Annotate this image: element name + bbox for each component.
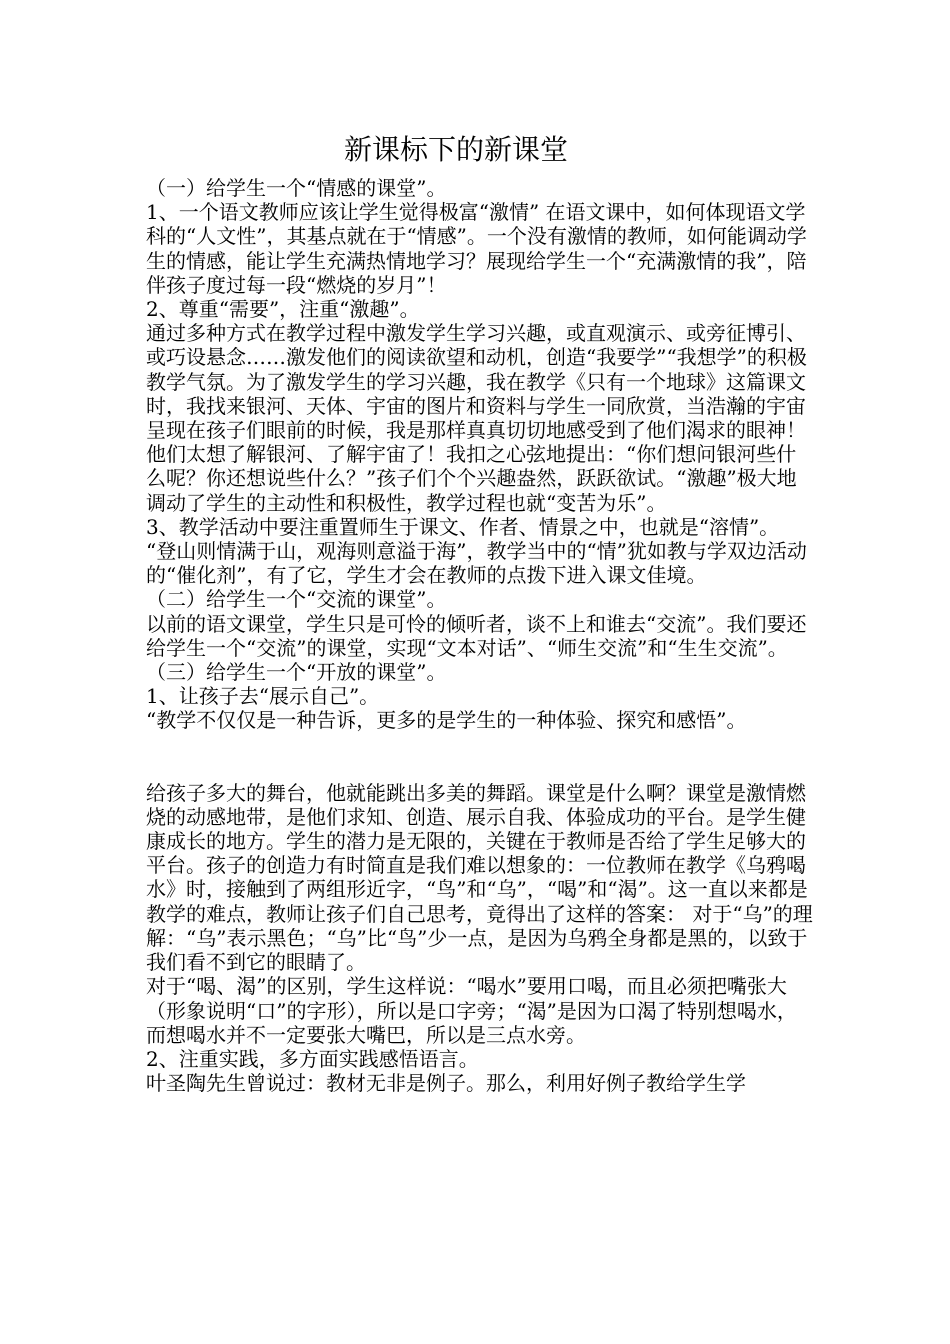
section-heading-1: （一）给学生一个“情感的课堂”。 xyxy=(146,176,447,200)
document-title: 新课标下的新课堂 xyxy=(343,133,568,166)
subheading: 2、注重实践，多方面实践感悟语言。 xyxy=(146,1046,479,1071)
subheading: 3、教学活动中要注重置师生于课文、作者、情景之中，也就是“溶情”。 xyxy=(146,514,780,539)
paragraph: 1、一个语文教师应该让学生觉得极富“激情” 在语文课中，如何体现语文学科的“人文性”，其基点就在于“情感”。一个没有激情的教师，如何能调动学生的情感，能让学生充满热情地学习？展现给学生一个“充满激情的我”，陪伴孩子度过每一段“燃烧的岁月”！ xyxy=(146,200,807,297)
paragraph: 对于“喝、渴”的区别，学生这样说：“喝水”要用口喝，而且必须把嘴张大（形象说明“口”的字形），所以是口字旁；“渴”是因为口渴了特别想喝水，而想喝水并不一定要张大嘴巴，所以是三点水旁。 xyxy=(146,974,797,1047)
section-heading-3: （三）给学生一个“开放的课堂”。 xyxy=(146,660,447,685)
paragraph: 给孩子多大的舞台，他就能跳出多美的舞蹈。课堂是什么啊？课堂是激情燃烧的动感地带，是他们求知、创造、展示自我、体验成功的平台。是学生健康成长的地方。学生的潜力是无限的，关键在于教师是否给了学生足够大的平台。孩子的创造力有时简直是我们难以想象的：一位教师在教学《乌鸦喝水》时，接触到了两组形近字，“鸟”和“乌”，“喝”和“渴”。这一直以来都是教学的难点，教师让孩子们自己思考，竟得出了这样的答案： 对于“乌”的理解：“乌”表示黑色；“乌”比“鸟”少一点，是因为乌鸦全身都是黑的，以致于我们看不到它的眼睛了。 xyxy=(146,780,813,975)
subheading: 1、让孩子去“展示自己”。 xyxy=(146,684,380,709)
paragraph: 以前的语文课堂，学生只是可怜的倾听者，谈不上和谁去“交流”。我们要还给学生一个“交流”的课堂，实现“文本对话”、“师生交流”和“生生交流”。 xyxy=(146,611,807,660)
section-heading-2: （二）给学生一个“交流的课堂”。 xyxy=(146,587,447,612)
document-body xyxy=(146,176,816,1095)
quote-paragraph: “教学不仅仅是一种告诉，更多的是学生的一种体验、探究和感悟”。 xyxy=(146,708,747,733)
blank-line xyxy=(146,733,816,781)
paragraph: 叶圣陶先生曾说过：教材无非是例子。那么，利用好例子教给学生学 xyxy=(146,1071,746,1096)
paragraph: “登山则情满于山，观海则意溢于海”，教学当中的“情”犹如教与学双边活动的“催化剂”，有了它，学生才会在教师的点拨下进入课文佳境。 xyxy=(146,539,807,588)
paragraph: 通过多种方式在教学过程中激发学生学习兴趣，或直观演示、或旁征博引、或巧设悬念……激发他们的阅读欲望和动机，创造“我要学”“我想学”的积极教学气氛。为了激发学生的学习兴趣，我在教学《只有一个地球》这篇课文时，我找来银河、天体、宇宙的图片和资料与学生一同欣赏，当浩瀚的宇宙呈现在孩子们眼前的时候，我是那样真真切切地感受到了他们渴求的眼神！他们太想了解银河、了解宇宙了！我扣之心弦地提出：“你们想问银河些什么呢？你还想说些什么？”孩子们个个兴趣盎然，跃跃欲试。“激趣”极大地调动了学生的主动性和积极性，教学过程也就“变苦为乐”。 xyxy=(146,321,807,515)
subheading: 2、尊重“需要”，注重“激趣”。 xyxy=(146,297,420,322)
